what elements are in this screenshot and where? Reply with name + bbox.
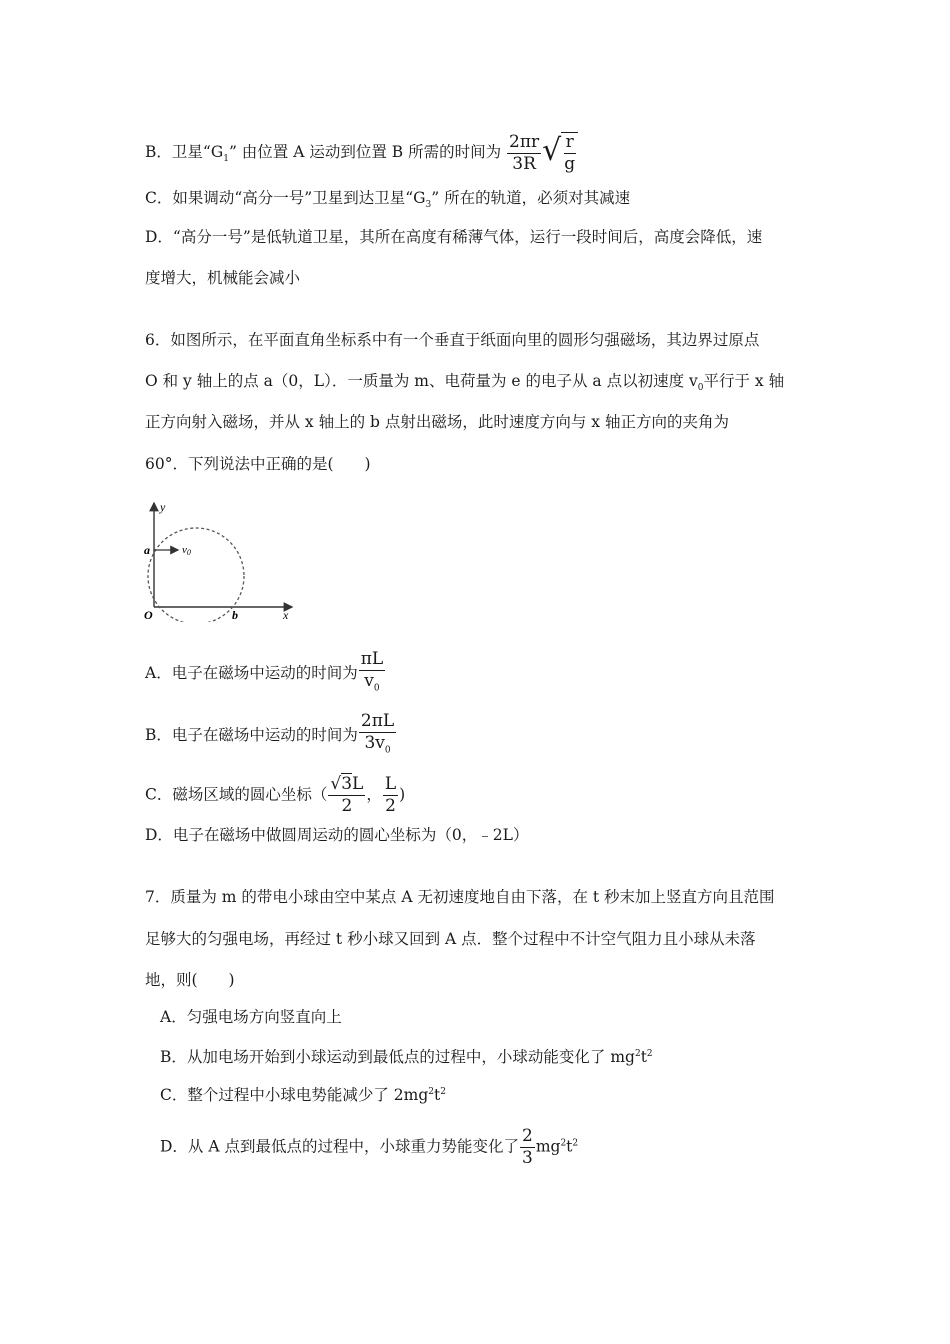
q6-option-b-fraction xyxy=(359,712,396,760)
radicand-numerator: r xyxy=(565,132,574,152)
point-b-label: b xyxy=(232,608,238,622)
q6-stem-line2-text-2: 平行于 x 轴 xyxy=(703,372,785,390)
sqrt-symbol xyxy=(330,775,352,794)
fraction-numerator: 2πr xyxy=(509,131,540,152)
fraction-denominator xyxy=(362,733,392,760)
exponent: 2 xyxy=(560,1138,567,1149)
fraction-numerator xyxy=(328,775,365,796)
q6-option-c-text: C．磁场区域的圆心坐标（ xyxy=(145,785,328,804)
velocity-subscript: 0 xyxy=(186,548,191,557)
q7-option-b-text: B．从加电场开始到小球运动到最低点的过程中，小球动能变化了 mg xyxy=(160,1048,635,1067)
fraction-denominator: 2 xyxy=(341,796,353,816)
magnetic-field-boundary xyxy=(148,528,244,622)
radicand-fraction xyxy=(562,133,577,174)
q6-stem-line4: 60°．下列说法中正确的是( ) xyxy=(145,455,371,473)
exponent: 2 xyxy=(572,1138,579,1149)
q5-option-b-text-2: ” 由位置 A 运动到位置 B 所需的时间为 xyxy=(228,143,502,161)
q5-option-b xyxy=(145,132,578,174)
origin-label: O xyxy=(144,608,153,622)
velocity-symbol: v xyxy=(182,544,187,556)
q6-option-c-fraction-2 xyxy=(383,775,398,816)
den-sub: 0 xyxy=(373,683,380,694)
den-main: v xyxy=(364,671,374,691)
fraction-denominator xyxy=(362,671,381,698)
q6-stem-line2-text: O 和 y 轴上的点 a（0，L）．一质量为 m、电荷量为 e 的电子从 a 点以初速度 v xyxy=(145,372,698,390)
radical-sign: √ xyxy=(330,774,342,794)
fraction-denominator: 3R xyxy=(512,153,536,174)
q7-option-a: A．匀强电场方向竖直向上 xyxy=(160,1008,342,1026)
q6-option-a xyxy=(145,650,386,698)
q6-option-c xyxy=(145,775,405,816)
q5-option-b-fraction xyxy=(507,133,541,174)
time-symbol: t xyxy=(640,1048,647,1067)
fraction-denominator: 2 xyxy=(385,796,396,816)
q6-stem-line1: 6．如图所示，在平面直角坐标系中有一个垂直于纸面向里的圆形匀强磁场，其边界过原点 xyxy=(145,331,760,349)
velocity-label xyxy=(182,544,191,557)
q7-stem-line2: 足够大的匀强电场，再经过 t 秒小球又回到 A 点．整个过程中不计空气阻力且小球从未落 xyxy=(145,930,756,948)
fraction-numerator: L xyxy=(384,774,397,794)
fraction-denominator: 3 xyxy=(521,1148,533,1168)
q5-option-d-line1: D．“高分一号”是低轨道卫星，其所在高度有稀薄气体，运行一段时间后，高度会降低，速 xyxy=(145,228,763,246)
q5-option-c xyxy=(145,188,630,215)
q7-option-d-fraction xyxy=(520,1127,535,1168)
q6-figure xyxy=(142,497,302,622)
q7-option-c-text: C．整个过程中小球电势能减少了 2mg xyxy=(160,1086,429,1105)
q5-option-c-text-2: ” 所在的轨道，必须对其减速 xyxy=(431,189,631,207)
q5-option-b-text: B．卫星“G xyxy=(145,143,224,161)
point-a-label: a xyxy=(144,543,150,557)
exponent: 2 xyxy=(428,1087,435,1097)
q5-option-c-text: C．如果调动“高分一号”卫星到达卫星“G xyxy=(145,189,426,207)
den-main: 3v xyxy=(364,733,385,753)
q7-option-b xyxy=(160,1044,653,1067)
q5-option-d-line2: 度增大，机械能会减小 xyxy=(145,269,301,287)
fraction-numerator: πL xyxy=(360,649,384,669)
exponent: 2 xyxy=(440,1087,446,1097)
q6-stem-line2 xyxy=(145,371,784,398)
q6-stem-line3: 正方向射入磁场，并从 x 轴上的 b 点射出磁场，此时速度方向与 x 轴正方向的夹角为 xyxy=(145,413,729,431)
exponent: 2 xyxy=(646,1049,653,1059)
sqrt-argument: 3 xyxy=(341,774,353,794)
q7-option-c xyxy=(160,1082,446,1105)
x-axis-label: x xyxy=(283,608,289,622)
q6-option-a-text: A．电子在磁场中运动的时间为 xyxy=(145,664,358,683)
exponent: 2 xyxy=(634,1049,641,1059)
q7-stem-line1: 7．质量为 m 的带电小球由空中某点 A 无初速度地自由下落，在 t 秒末加上竖直方向且范围 xyxy=(145,888,775,906)
q7-option-d xyxy=(160,1127,578,1168)
q6-option-d: D．电子在磁场中做圆周运动的圆心坐标为（0，﹣2L） xyxy=(145,826,529,844)
time-symbol: t xyxy=(434,1086,441,1105)
q6-option-c-fraction-1 xyxy=(328,775,365,816)
time-symbol: t xyxy=(566,1137,573,1156)
y-axis-label: y xyxy=(160,500,166,514)
coordinate-separator: ， xyxy=(366,785,382,804)
numerator-tail: L xyxy=(352,774,364,794)
q6-option-b xyxy=(145,712,397,760)
q7-option-d-text: D．从 A 点到最低点的过程中，小球重力势能变化了 xyxy=(160,1137,519,1156)
fraction-numerator: 2 xyxy=(521,1126,533,1146)
den-sub: 0 xyxy=(384,745,391,756)
q7-stem-line3: 地，则( ) xyxy=(145,971,235,989)
q5-option-c-sub: 3 xyxy=(425,200,432,211)
q6-option-b-text: B．电子在磁场中运动的时间为 xyxy=(145,726,358,745)
radical-sign: √ xyxy=(542,133,562,168)
fraction-numerator: 2πL xyxy=(360,711,395,731)
q6-stem-line2-sub: 0 xyxy=(697,383,704,394)
q6-option-a-fraction xyxy=(359,650,385,698)
q7-option-d-mg: mg xyxy=(535,1137,561,1156)
radicand-denominator: g xyxy=(564,154,576,174)
q5-option-b-sub: 1 xyxy=(223,154,229,165)
q6-option-c-close: ) xyxy=(399,785,406,804)
q5-option-b-sqrt xyxy=(542,132,578,174)
